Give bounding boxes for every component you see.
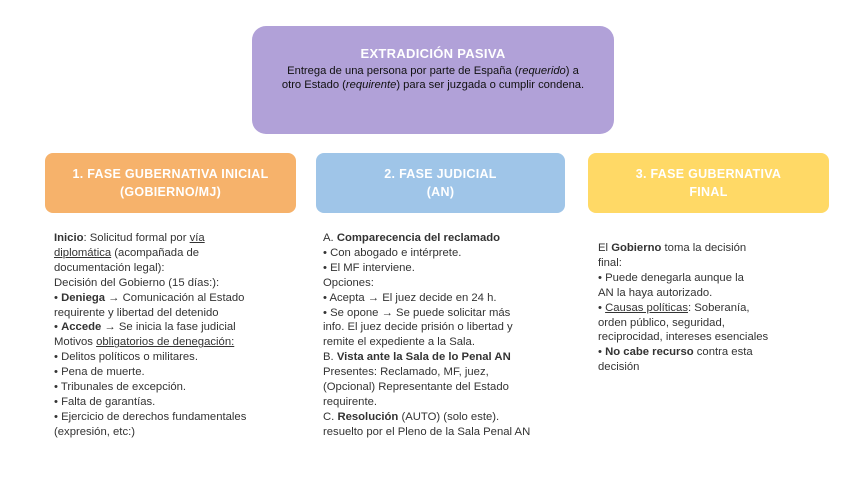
detail-text: contra esta bbox=[693, 346, 753, 359]
phase-2-header bbox=[316, 153, 565, 213]
detail-line: info. El juez decide prisión o libertad y bbox=[323, 321, 513, 334]
detail-text: Se inicia la fase judicial bbox=[118, 321, 236, 334]
list-item: • Tribunales de excepción. bbox=[54, 381, 187, 394]
detail-line bbox=[598, 345, 828, 360]
detail-line: remite el expediente a la Sala. bbox=[323, 336, 475, 349]
detail-line: AN la haya autorizado. bbox=[598, 286, 713, 299]
desc-text: ) para ser juzgada o cumplir condena. bbox=[396, 79, 585, 91]
list-item: (expresión, etc:) bbox=[54, 425, 135, 438]
detail-text: (acompañada de bbox=[111, 246, 200, 259]
detail-line: (Opcional) Representante del Estado bbox=[323, 381, 509, 394]
no-recurso-label: No cabe recurso bbox=[605, 346, 694, 359]
detail-line: documentación legal): bbox=[54, 261, 165, 274]
detail-line bbox=[54, 246, 304, 261]
desc-italic: requerido bbox=[518, 65, 566, 77]
detail-text: Comunicación al Estado bbox=[122, 291, 245, 304]
title-description bbox=[278, 64, 588, 92]
phase-3-subtitle: FINAL bbox=[689, 185, 728, 199]
detail-line: resuelto por el Pleno de la Sala Penal AN bbox=[323, 425, 531, 438]
detail-line bbox=[54, 335, 304, 350]
desc-text: Entrega de una persona por parte de España ( bbox=[287, 65, 519, 77]
detail-line: reciprocidad, intereses esenciales bbox=[598, 331, 769, 344]
detail-line bbox=[323, 350, 588, 365]
inicio-label: Inicio bbox=[54, 232, 84, 244]
phase-1-title: 1. FASE GUBERNATIVA INICIAL bbox=[72, 167, 269, 181]
phase-1-details bbox=[54, 231, 304, 440]
list-item: • Falta de garantías. bbox=[54, 395, 156, 408]
desc-italic: requirente bbox=[345, 79, 397, 91]
detail-line bbox=[54, 231, 304, 246]
detail-line: • Puede denegarla aunque la bbox=[598, 271, 744, 284]
detail-text: Motivos bbox=[54, 336, 97, 349]
detail-line: requirente. bbox=[323, 395, 378, 408]
desc-text: ) a otro Estado ( bbox=[281, 65, 579, 91]
detail-line: • Con abogado e intérprete. bbox=[323, 246, 462, 259]
phase-3-header bbox=[588, 153, 829, 213]
bullet: • bbox=[598, 301, 606, 314]
diagram-title: EXTRADICIÓN PASIVA bbox=[360, 46, 506, 61]
detail-underline: obligatorios de denegación: bbox=[96, 336, 235, 349]
detail-line: • El MF interviene. bbox=[323, 261, 415, 274]
phase-3-title: 3. FASE GUBERNATIVA bbox=[635, 167, 782, 181]
list-item: • Ejercicio de derechos fundamentales bbox=[54, 410, 247, 423]
detail-line: Opciones: bbox=[323, 276, 374, 289]
arrow-icon: → bbox=[105, 291, 123, 304]
phase-3-details bbox=[598, 241, 828, 375]
deniega-label: Deniega bbox=[61, 291, 106, 304]
phase-2-subtitle: (AN) bbox=[426, 185, 455, 199]
list-item: • Pena de muerte. bbox=[54, 366, 145, 379]
detail-text: B. bbox=[323, 351, 337, 364]
detail-line bbox=[323, 231, 588, 246]
detail-text: A. bbox=[323, 232, 337, 244]
section-a-label: Comparecencia del reclamado bbox=[336, 232, 501, 244]
detail-text: C. bbox=[323, 410, 338, 423]
list-item: • Delitos políticos o militares. bbox=[54, 351, 198, 364]
phase-2-title: 2. FASE JUDICIAL bbox=[384, 167, 497, 181]
title-box bbox=[252, 26, 614, 134]
detail-text: (AUTO) (solo este). bbox=[398, 410, 500, 423]
detail-text: : Solicitud formal por bbox=[83, 232, 190, 244]
detail-line bbox=[598, 241, 828, 256]
phase-1-header bbox=[45, 153, 296, 213]
detail-underline: vía bbox=[189, 232, 205, 244]
detail-line bbox=[54, 320, 304, 335]
bullet: • bbox=[54, 291, 62, 304]
detail-underline: diplomática bbox=[54, 246, 112, 259]
section-c-label: Resolución bbox=[337, 410, 399, 423]
detail-line: final: bbox=[598, 256, 622, 269]
detail-text: toma la decisión bbox=[661, 242, 747, 254]
detail-line: • Se opone → Se puede solicitar más bbox=[323, 306, 511, 319]
detail-underline: Causas políticas bbox=[605, 301, 688, 314]
detail-line: decisión bbox=[598, 361, 640, 374]
section-b-label: Vista ante la Sala de lo Penal AN bbox=[336, 351, 511, 364]
bullet: • bbox=[54, 321, 62, 334]
detail-text: : Soberanía, bbox=[687, 301, 750, 314]
phase-2-details bbox=[323, 231, 588, 440]
gobierno-label: Gobierno bbox=[611, 242, 662, 254]
detail-line: Decisión del Gobierno (15 días:): bbox=[54, 276, 220, 289]
detail-line: requirente y libertad del detenido bbox=[54, 306, 219, 319]
phase-1-subtitle: (GOBIERNO/MJ) bbox=[119, 185, 222, 199]
accede-label: Accede bbox=[61, 321, 102, 334]
detail-line: Presentes: Reclamado, MF, juez, bbox=[323, 366, 489, 379]
detail-line bbox=[598, 301, 828, 316]
detail-line bbox=[323, 410, 588, 425]
bullet: • bbox=[598, 346, 606, 359]
detail-text: El bbox=[598, 242, 612, 254]
detail-line bbox=[54, 291, 304, 306]
arrow-icon: → bbox=[101, 321, 119, 334]
detail-line: orden público, seguridad, bbox=[598, 316, 725, 329]
detail-line: • Acepta → El juez decide en 24 h. bbox=[323, 291, 497, 304]
